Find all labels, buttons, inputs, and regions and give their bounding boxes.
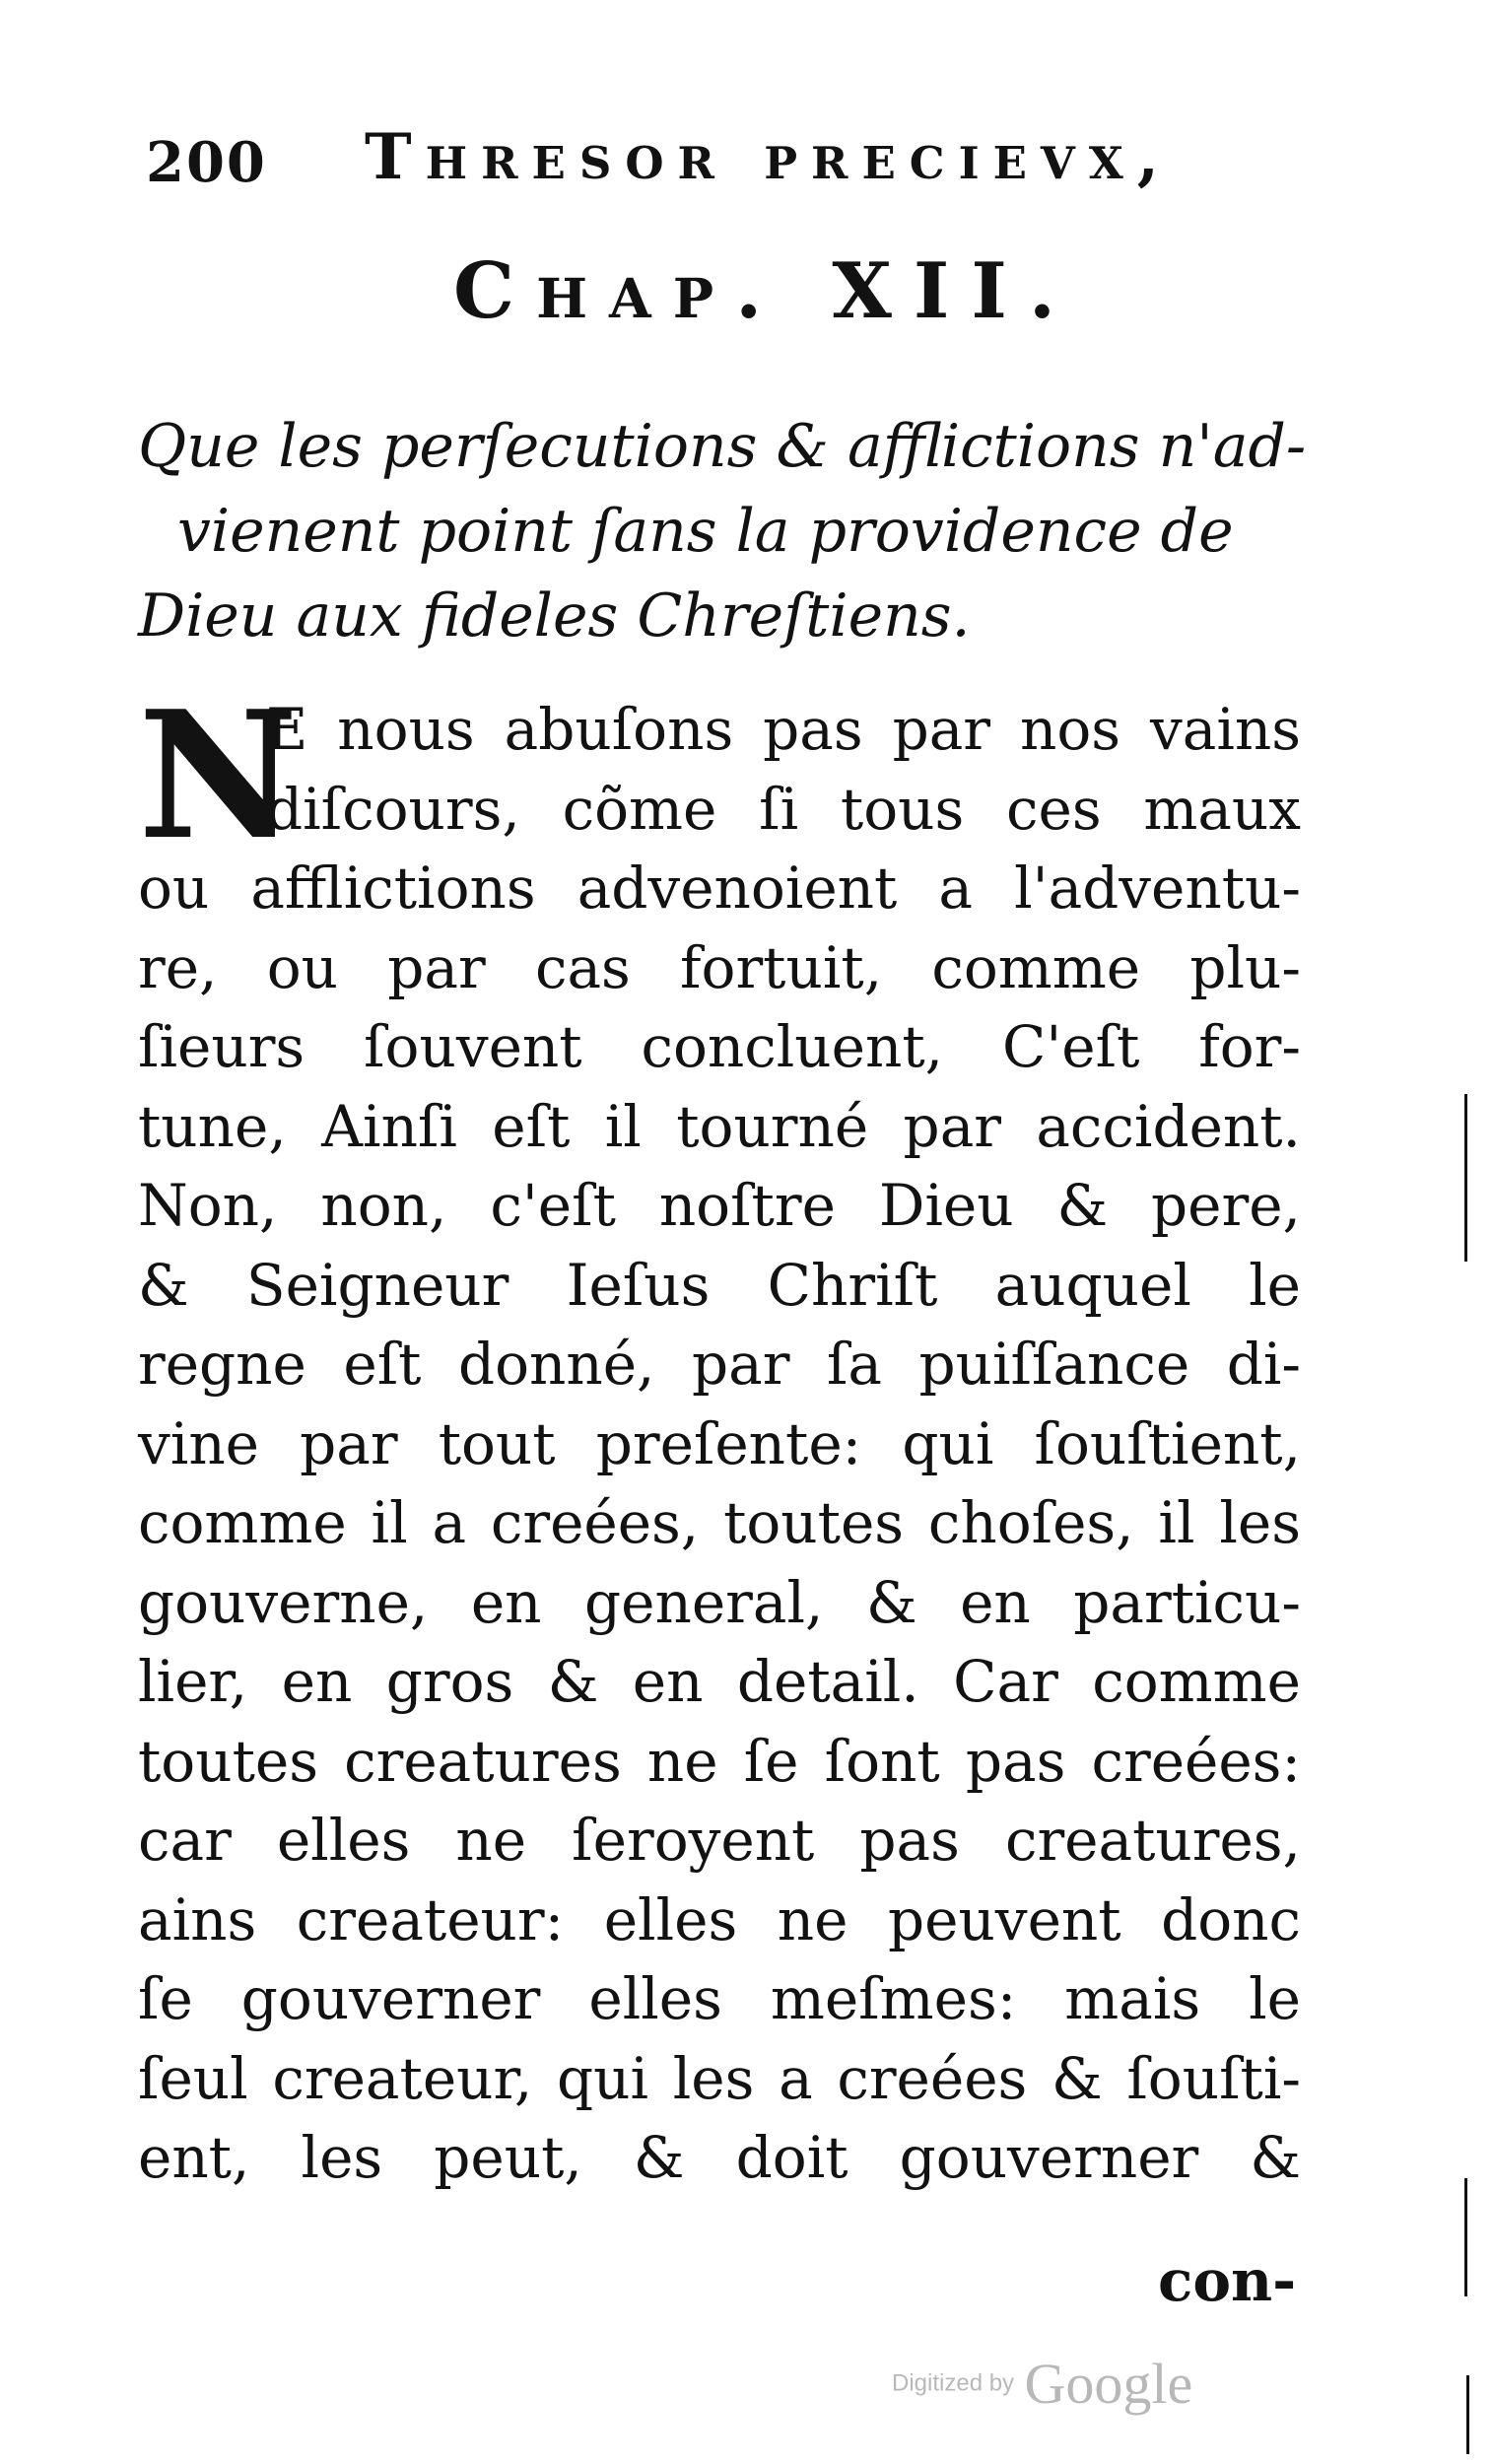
body-line: comme il a creées, toutes choſes, il les [138,1489,1301,1556]
body-line: gouverne, en general, & en particu- [138,1568,1301,1636]
body-line: ſe gouverner elles meſmes: mais le [138,1965,1301,2032]
body-line: ains createur: elles ne peuvent donc [138,1885,1301,1953]
body-line: ent, les peut, & doit gouverner & [138,2124,1301,2191]
catchword: con- [1158,2247,1297,2314]
body-line: E nous abuſons pas par nos vains [266,696,1301,763]
body-line: ſeul createur, qui les a creées & ſouſti- [138,2044,1301,2112]
body-line: car elles ne ſeroyent pas creatures, [138,1807,1301,1874]
body-line: regne eſt donné, par ſa puiſſance di- [138,1331,1301,1398]
drop-cap: N [138,672,299,878]
body-line: lier, en gros & en detail. Car comme [138,1648,1301,1715]
body-text [138,672,1301,2198]
chapter-title: Chap. XII. [453,246,1078,336]
scan-edge-mark [1464,2178,1467,2296]
body-line: ſieurs ſouvent concluent, C'eſt for- [138,1013,1301,1080]
summary-line: Dieu aux fideles Chreſtiens. [138,582,971,650]
chapter-summary [138,404,1307,658]
body-line: Non, non, c'eſt noſtre Dieu & pere, [138,1172,1301,1239]
summary-line: Que les perſecutions & afflictions n'ad- [138,412,1307,481]
page-number: 200 [146,130,267,195]
body-line: re, ou par cas fortuit, comme plu- [138,933,1301,1001]
summary-line: vienent point ſans la providence de [177,497,1234,566]
body-line: ou afflictions advenoient a l'adventu- [138,855,1301,922]
body-line: tune, Ainſi eſt il tourné par accident. [138,1092,1301,1160]
body-line: diſcours, cõme ſi tous ces maux [266,775,1301,843]
digitization-watermark [892,2351,1192,2417]
scan-edge-mark [1464,1094,1467,1262]
scan-edge-mark [1466,2375,1469,2454]
body-line: toutes creatures ne ſe ſont pas creées: [138,1727,1301,1795]
body-line: & Seigneur Ieſus Chriſt auquel le [138,1251,1301,1319]
watermark-prefix: Digitized by [892,2369,1015,2397]
body-line: vine par tout preſente: qui ſouſtient, [138,1409,1301,1477]
running-title: Thresor precievx, [365,120,1174,194]
watermark-brand: Google [1024,2352,1193,2416]
page-header [138,108,1301,197]
